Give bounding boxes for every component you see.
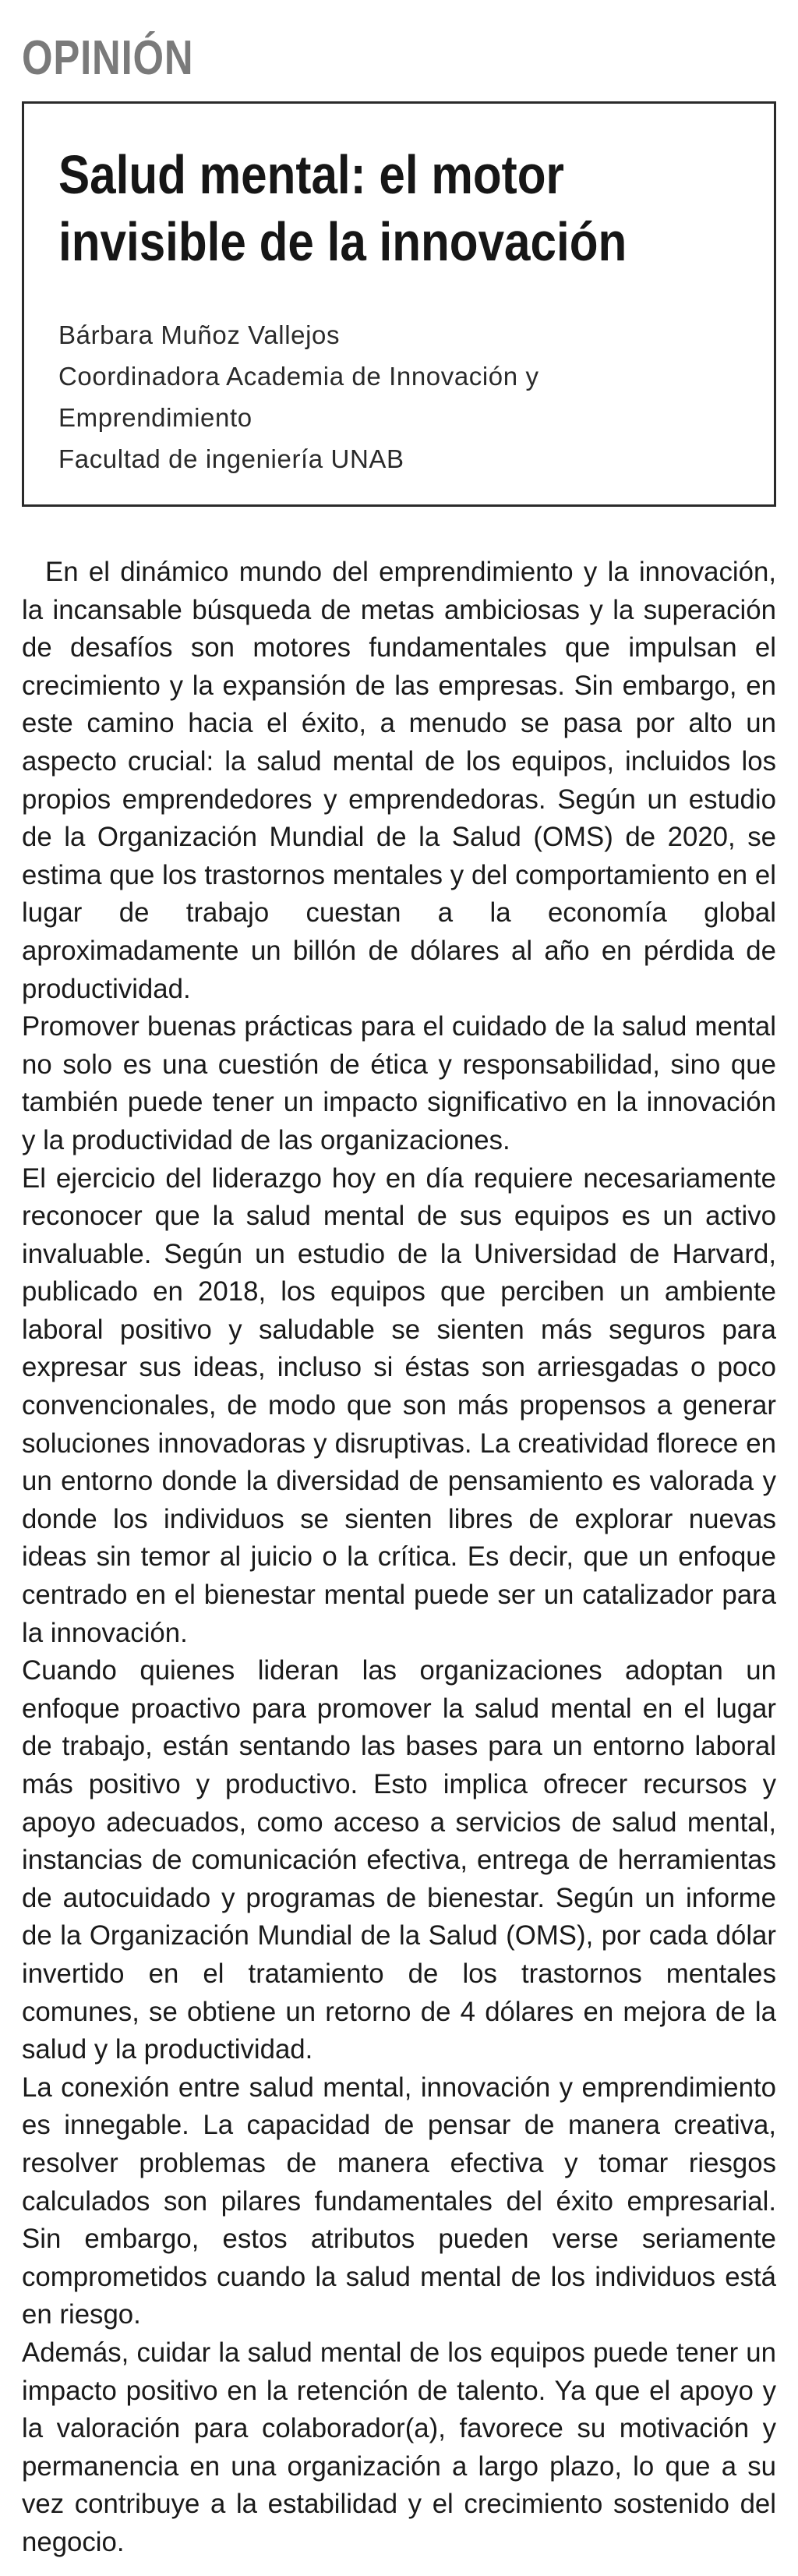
author-name: Bárbara Muñoz Vallejos bbox=[58, 320, 341, 349]
article-paragraph: Además, cuidar la salud mental de los equipos puede tener un impacto positivo en la retención de talento. Ya que el apoyo y la valoración para colaborador(a), favorece su motivación y permanencia en una organización a largo plazo, lo que a su vez contribuye a la estabilidad y el crecimiento sostenido del negocio. bbox=[22, 2337, 776, 2557]
article-paragraph: En el dinámico mundo del emprendimiento y la innovación, la incansable búsqueda de metas ambiciosas y la superación de desafíos son motores fundamentales que impulsan el crecimiento y la expansión de las empresas. Sin embargo, en este camino hacia el éxito, a menudo se pasa por alto un aspecto crucial: la salud mental de los equipos, incluidos los propios emprendedores y emprendedoras. Según un estudio de la Organización Mundial de la Salud (OMS) de 2020, se estima que los trastornos mentales y del comportamiento en el lugar de trabajo cuestan a la economía global aproximadamente un billón de dólares al año en pérdida de productividad. bbox=[22, 557, 776, 1004]
author-byline bbox=[58, 314, 740, 479]
author-affiliation: Facultad de ingeniería UNAB bbox=[58, 444, 404, 473]
article-paragraph: Cuando quienes lideran las organizaciones adoptan un enfoque proactivo para promover la salud mental en el lugar de trabajo, están sentando las bases para un entorno laboral más positivo y productivo. Esto implica ofrecer recursos y apoyo adecuados, como acceso a servicios de salud mental, instancias de comunicación efectiva, entrega de herramientas de autocuidado y programas de bienestar. Según un informe de la Organización Mundial de la Salud (OMS), por cada dólar invertido en el tratamiento de los trastornos mentales comunes, se obtiene un retorno de 4 dólares en mejora de la salud y la productividad. bbox=[22, 1655, 776, 2065]
article-body bbox=[22, 554, 776, 2561]
section-label: OPINIÓN bbox=[22, 31, 194, 85]
article-header-box bbox=[22, 101, 776, 507]
article-paragraph: El ejercicio del liderazgo hoy en día requiere necesariamente reconocer que la salud mental de sus equipos es un activo invaluable. Según un estudio de la Universidad de Harvard, publicado en 2018, los equipos que perciben un ambiente laboral positivo y saludable se sienten más seguros para expresar sus ideas, incluso si éstas son arriesgadas o poco convencionales, de modo que son más propensos a generar soluciones innovadoras y disruptivas. La creatividad florece en un entorno donde la diversidad de pensamiento es valorada y donde los individuos se sienten libres de explorar nuevas ideas sin temor al juicio o la crítica. Es decir, que un enfoque centrado en el bienestar mental puede ser un catalizador para la innovación. bbox=[22, 1162, 776, 1648]
article-title: Salud mental: el motor invisible de la innovación bbox=[58, 144, 627, 272]
author-role: Coordinadora Academia de Innovación y Emprendimiento bbox=[58, 362, 539, 432]
article-paragraph: La conexión entre salud mental, innovación y emprendimiento es innegable. La capacidad de pensar de manera creativa, resolver problemas de manera efectiva y tomar riesgos calculados son pilares fundamentales del éxito empresarial. Sin embargo, estos atributos pueden verse seriamente comprometidos cuando la salud mental de los individuos está en riesgo. bbox=[22, 2072, 776, 2330]
article-paragraph: Promover buenas prácticas para el cuidado de la salud mental no solo es una cuestión de ética y responsabilidad, sino que también puede tener un impacto significativo en la innovación y la productividad de las organizaciones. bbox=[22, 1011, 776, 1155]
